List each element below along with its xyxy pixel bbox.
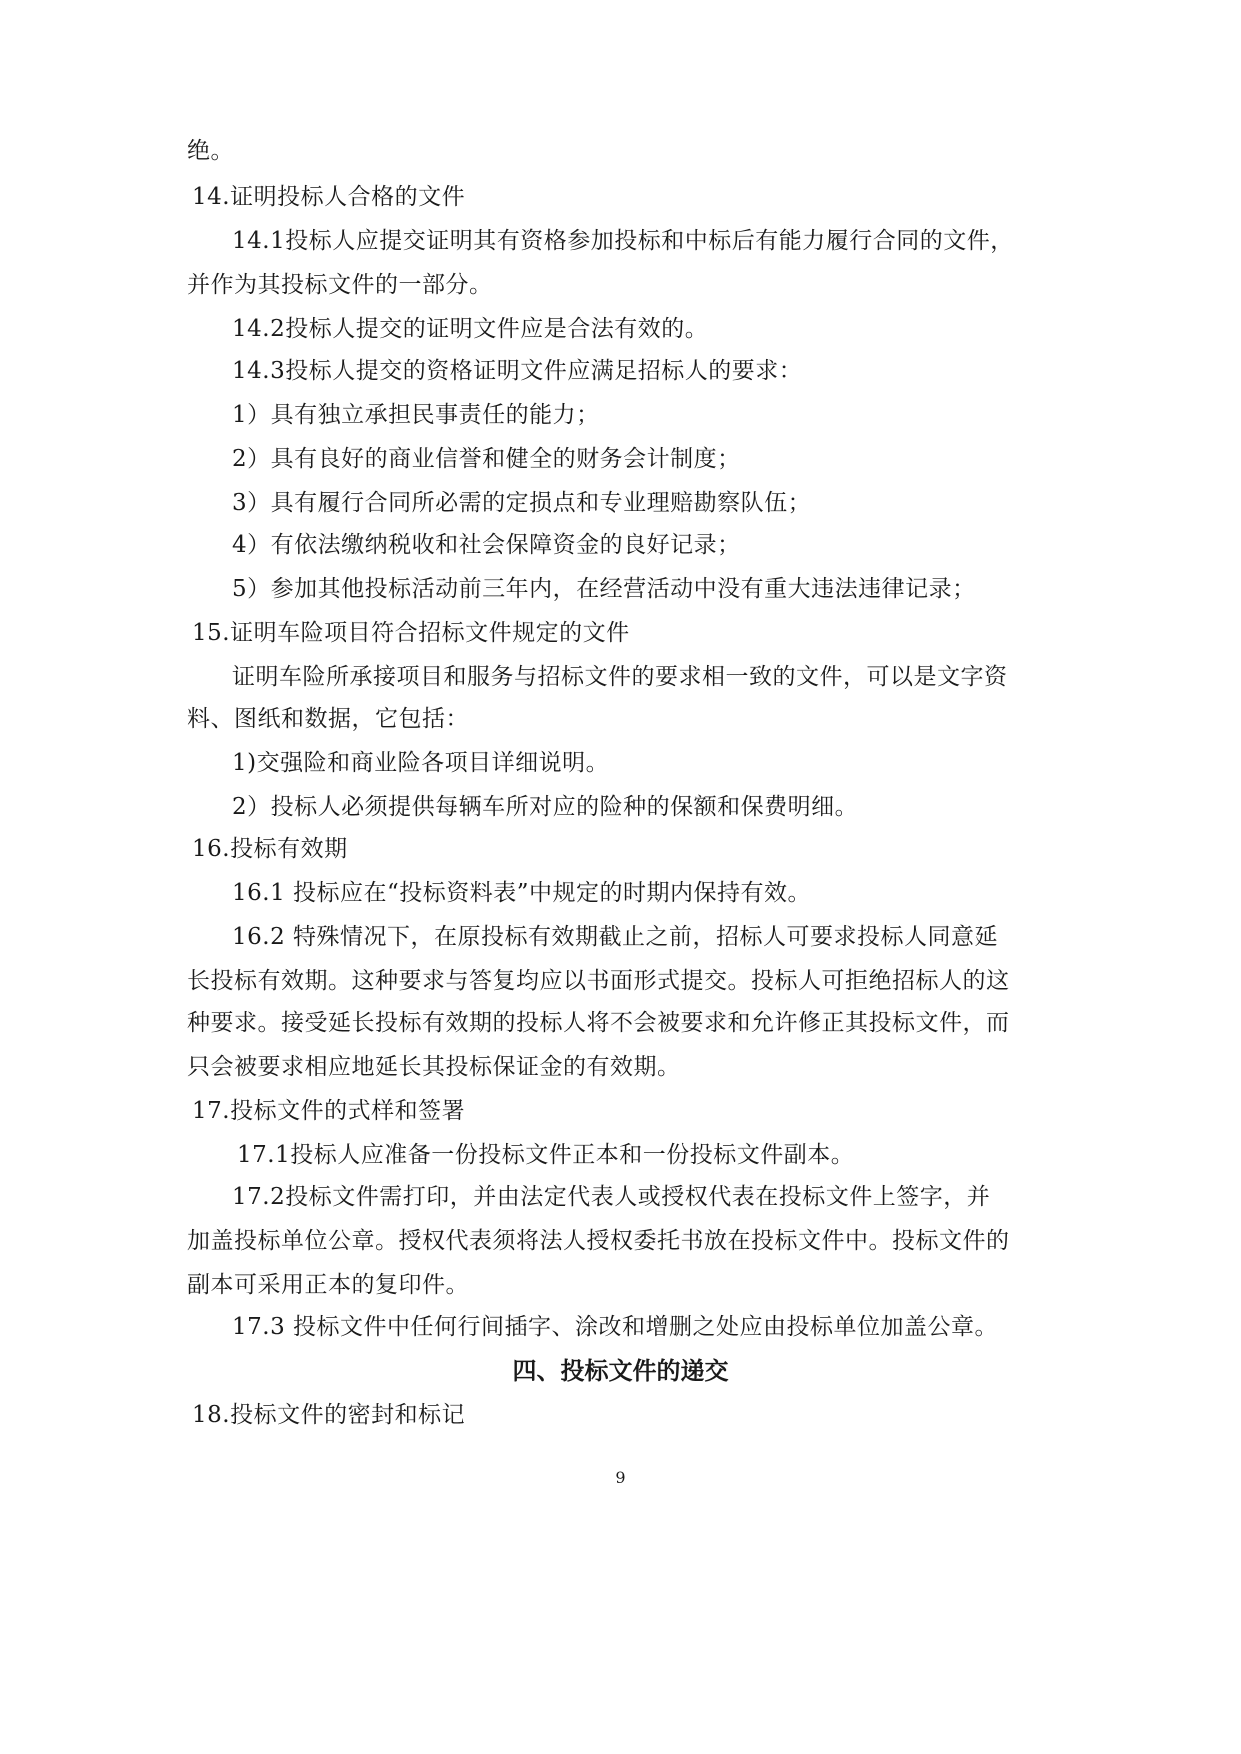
text-line-continuation: 绝。: [187, 138, 234, 164]
page-number: 9: [615, 1468, 626, 1487]
paragraph-17-1: 17.1投标人应准备一份投标文件正本和一份投标文件副本。: [237, 1142, 855, 1168]
paragraph-14-1: 14.1投标人应提交证明其有资格参加投标和中标后有能力履行合同的文件，: [232, 228, 1014, 254]
section-heading-14: 14.证明投标人合格的文件: [192, 184, 466, 210]
paragraph-16-1: 16.1 投标应在“投标资料表”中规定的时期内保持有效。: [232, 880, 812, 906]
list-item-5: 5）参加其他投标活动前三年内，在经营活动中没有重大违法违律记录；: [232, 576, 976, 602]
paragraph-15-cont: 料、图纸和数据，它包括：: [187, 706, 469, 732]
paragraph-17-2: 17.2投标文件需打印，并由法定代表人或授权代表在投标文件上签字，并: [232, 1184, 991, 1210]
paragraph-15: 证明车险所承接项目和服务与招标文件的要求相一致的文件，可以是文字资: [232, 664, 1008, 690]
paragraph-17-3: 17.3 投标文件中任何行间插字、涂改和增删之处应由投标单位加盖公章。: [232, 1314, 999, 1340]
paragraph-14-2: 14.2投标人提交的证明文件应是合法有效的。: [232, 316, 709, 342]
section-heading-16: 16.投标有效期: [192, 836, 348, 862]
paragraph-16-2-cont-1: 长投标有效期。这种要求与答复均应以书面形式提交。投标人可拒绝招标人的这: [187, 968, 1010, 994]
section-heading-15: 15.证明车险项目符合招标文件规定的文件: [192, 620, 630, 646]
list-item-2: 2）具有良好的商业信誉和健全的财务会计制度；: [232, 446, 741, 472]
list-item-15-2: 2）投标人必须提供每辆车所对应的险种的保额和保费明细。: [232, 794, 859, 820]
paragraph-16-2-cont-2: 种要求。接受延长投标有效期的投标人将不会被要求和允许修正其投标文件，而: [187, 1010, 1010, 1036]
list-item-3: 3）具有履行合同所必需的定损点和专业理赔勘察队伍；: [232, 490, 812, 516]
section-heading-18: 18.投标文件的密封和标记: [192, 1402, 466, 1428]
chapter-heading: 四、投标文件的递交: [512, 1356, 729, 1385]
section-heading-17: 17.投标文件的式样和签署: [192, 1098, 466, 1124]
list-item-4: 4）有依法缴纳税收和社会保障资金的良好记录；: [232, 532, 741, 558]
paragraph-14-1-cont: 并作为其投标文件的一部分。: [187, 272, 493, 298]
paragraph-14-3: 14.3投标人提交的资格证明文件应满足招标人的要求：: [232, 358, 803, 384]
paragraph-17-2-cont-1: 加盖投标单位公章。授权代表须将法人授权委托书放在投标文件中。投标文件的: [187, 1228, 1010, 1254]
paragraph-17-2-cont-2: 副本可采用正本的复印件。: [187, 1272, 469, 1298]
paragraph-16-2: 16.2 特殊情况下，在原投标有效期截止之前，招标人可要求投标人同意延: [232, 924, 999, 950]
list-item-1: 1）具有独立承担民事责任的能力；: [232, 402, 600, 428]
paragraph-16-2-cont-3: 只会被要求相应地延长其投标保证金的有效期。: [187, 1054, 681, 1080]
list-item-15-1: 1)交强险和商业险各项目详细说明。: [232, 750, 610, 776]
